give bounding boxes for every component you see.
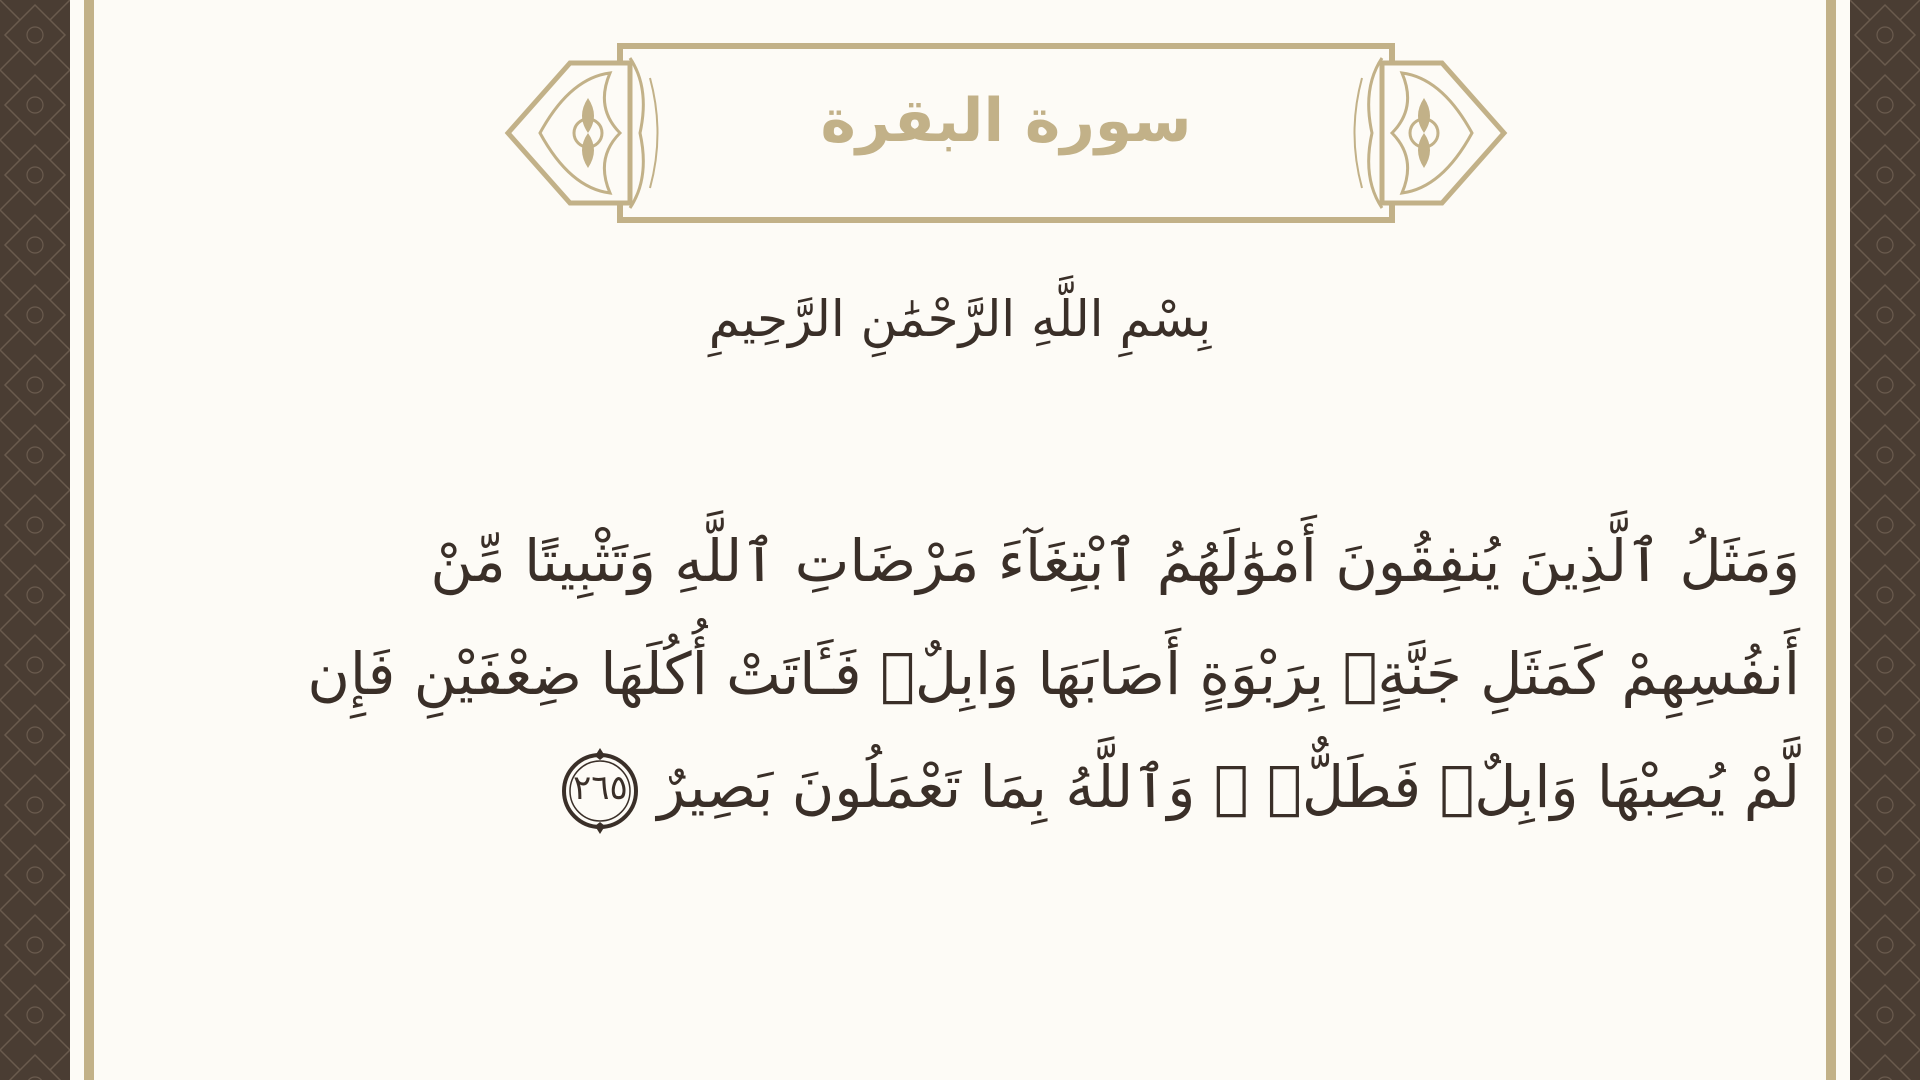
right-decorative-border bbox=[1850, 0, 1920, 1080]
verse-line-3-text: لَّمْ يُصِبْهَا وَابِلٌۭ فَطَلٌّۭ ۗ وَٱللَّهُ بِمَا تَعْمَلُونَ بَصِيرٌ bbox=[657, 753, 1800, 821]
verse-line-3 bbox=[270, 731, 1800, 844]
left-gold-rule bbox=[84, 0, 94, 1080]
verse-line-2: أَنفُسِهِمْ كَمَثَلِ جَنَّةٍۭ بِرَبْوَةٍ أَصَابَهَا وَابِلٌۭ فَـَٔاتَتْ أُكُلَهَا ضِعْفَيْنِ فَإِن bbox=[307, 640, 1800, 708]
left-decorative-border bbox=[0, 0, 70, 1080]
right-gold-rule bbox=[1826, 0, 1836, 1080]
surah-header-frame bbox=[500, 38, 1512, 228]
verse-text bbox=[270, 505, 1800, 844]
basmala: بِسْمِ اللَّهِ الرَّحْمَٰنِ الرَّحِيمِ bbox=[708, 290, 1212, 348]
verse-line-1: وَمَثَلُ ٱلَّذِينَ يُنفِقُونَ أَمْوَٰلَهُمُ ٱبْتِغَآءَ مَرْضَاتِ ٱللَّهِ وَتَثْبِيتًا مِّنْ bbox=[430, 527, 1800, 595]
mushaf-page bbox=[70, 0, 1850, 1080]
surah-title: سورة البقرة bbox=[820, 86, 1192, 156]
ayah-end-marker bbox=[557, 748, 643, 834]
ayah-number: ٢٦٥ bbox=[572, 767, 628, 808]
